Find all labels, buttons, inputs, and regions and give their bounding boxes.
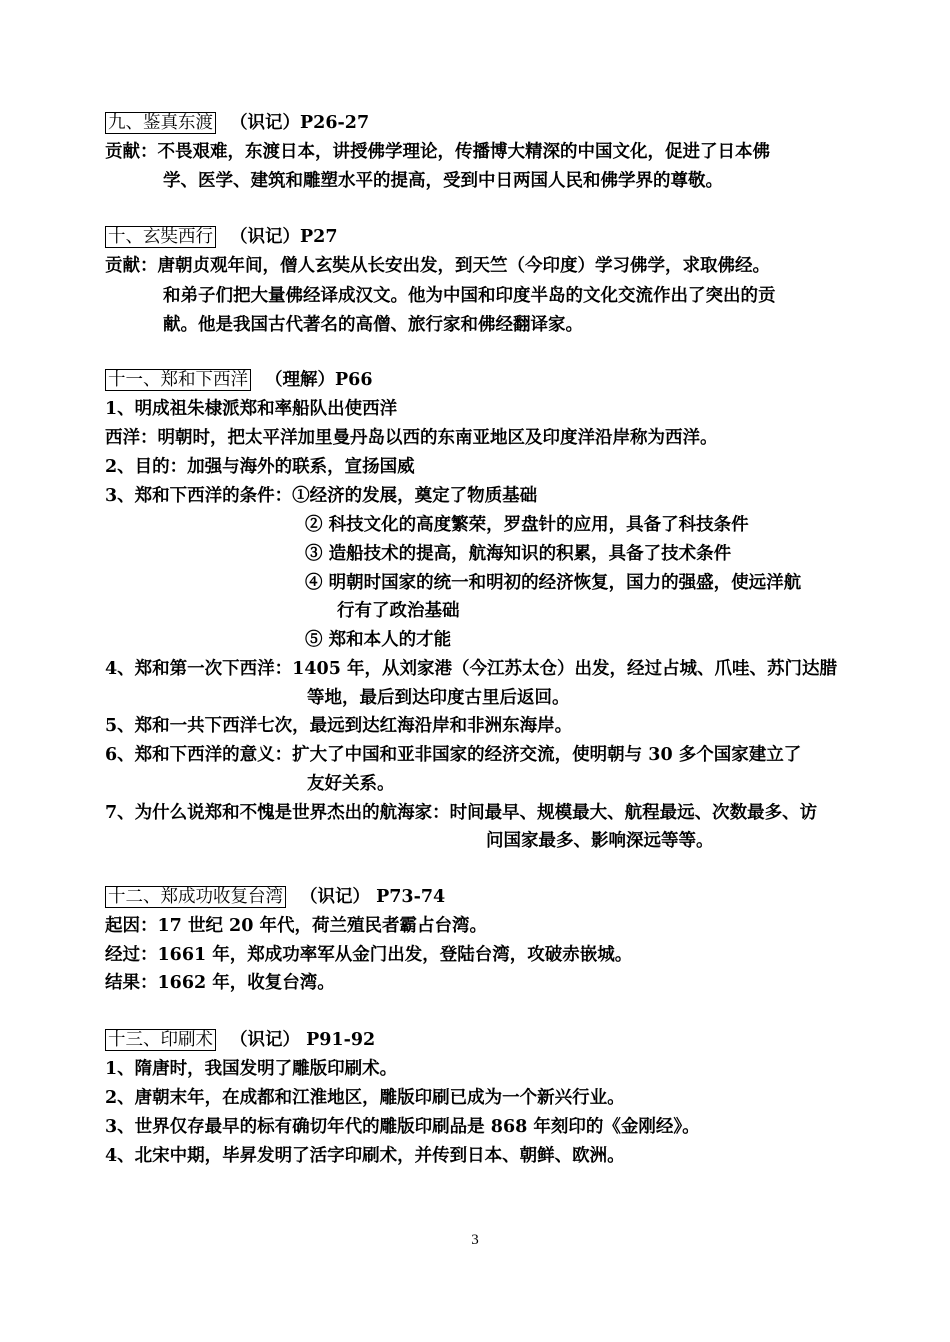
section-9-title: 九、鉴真东渡 [105, 112, 216, 134]
section-13-heading [105, 1027, 375, 1053]
section-11-line: 等地，最后到达印度古里后返回。 [307, 688, 570, 708]
section-11-line: ③ 造船技术的提高，航海知识的积累，具备了技术条件 [305, 544, 732, 564]
page-number: 3 [471, 1232, 479, 1248]
section-12-line: 起因：17 世纪 20 年代，荷兰殖民者霸占台湾。 [105, 916, 487, 936]
section-10-line: 贡献：唐朝贞观年间，僧人玄奘从长安出发，到天竺（今印度）学习佛学，求取佛经。 [105, 256, 770, 276]
section-12-title: 十二、郑成功收复台湾 [105, 886, 286, 908]
section-9-line: 贡献：不畏艰难，东渡日本，讲授佛学理论，传播博大精深的中国文化，促进了日本佛 [105, 142, 770, 162]
section-11-line: ④ 明朝时国家的统一和明初的经济恢复，国力的强盛，使远洋航 [305, 573, 802, 593]
section-9-line: 学、医学、建筑和雕塑水平的提高，受到中日两国人民和佛学界的尊敬。 [163, 171, 723, 191]
section-13-line: 1、隋唐时，我国发明了雕版印刷术。 [105, 1059, 398, 1079]
section-11-line: 3、郑和下西洋的条件：①经济的发展，奠定了物质基础 [105, 486, 538, 506]
section-11-line: ⑤ 郑和本人的才能 [305, 630, 452, 650]
section-10-line: 和弟子们把大量佛经译成汉文。他为中国和印度半岛的文化交流作出了突出的贡 [163, 286, 776, 306]
section-11-note: （理解）P66 [265, 370, 373, 390]
section-12-heading [105, 884, 445, 910]
section-11-line: 4、郑和第一次下西洋：1405 年，从刘家港（今江苏太仓）出发，经过占城、爪哇、苏门达腊 [105, 659, 837, 679]
section-10-line: 献。他是我国古代著名的高僧、旅行家和佛经翻译家。 [163, 315, 583, 335]
section-11-line: 6、郑和下西洋的意义：扩大了中国和亚非国家的经济交流，使明朝与 30 多个国家建立了 [105, 745, 802, 765]
section-11-line: 友好关系。 [307, 774, 395, 794]
section-12-line: 结果：1662 年，收复台湾。 [105, 973, 335, 993]
section-12-note: （识记） P73-74 [300, 887, 446, 907]
section-12-line: 经过：1661 年，郑成功率军从金门出发，登陆台湾，攻破赤嵌城。 [105, 945, 633, 965]
section-10-note: （识记）P27 [230, 227, 338, 247]
section-13-title: 十三、印刷术 [105, 1029, 216, 1051]
section-11-line: 5、郑和一共下西洋七次，最远到达红海沿岸和非洲东海岸。 [105, 716, 573, 736]
section-11-line: ② 科技文化的高度繁荣，罗盘针的应用，具备了科技条件 [305, 515, 749, 535]
section-11-line: 行有了政治基础 [337, 601, 460, 621]
section-11-line: 1、明成祖朱棣派郑和率船队出使西洋 [105, 399, 398, 419]
section-9-note: （识记）P26-27 [230, 113, 370, 133]
section-11-line: 7、为什么说郑和不愧是世界杰出的航海家：时间最早、规模最大、航程最远、次数最多、访 [105, 803, 818, 823]
section-11-title: 十一、郑和下西洋 [105, 369, 251, 391]
section-13-line: 4、北宋中期，毕昇发明了活字印刷术，并传到日本、朝鲜、欧洲。 [105, 1146, 625, 1166]
section-10-heading [105, 224, 338, 250]
section-11-line: 2、目的：加强与海外的联系，宣扬国威 [105, 457, 415, 477]
section-11-line: 问国家最多、影响深远等等。 [486, 831, 714, 851]
section-10-title: 十、玄奘西行 [105, 226, 216, 248]
section-11-heading [105, 367, 373, 393]
section-13-line: 3、世界仅存最早的标有确切年代的雕版印刷品是 868 年刻印的《金刚经》。 [105, 1117, 700, 1137]
section-11-line: 西洋：明朝时，把太平洋加里曼丹岛以西的东南亚地区及印度洋沿岸称为西洋。 [105, 428, 718, 448]
section-9-heading [105, 110, 369, 136]
section-13-note: （识记） P91-92 [230, 1030, 376, 1050]
section-13-line: 2、唐朝末年，在成都和江淮地区，雕版印刷已成为一个新兴行业。 [105, 1088, 625, 1108]
